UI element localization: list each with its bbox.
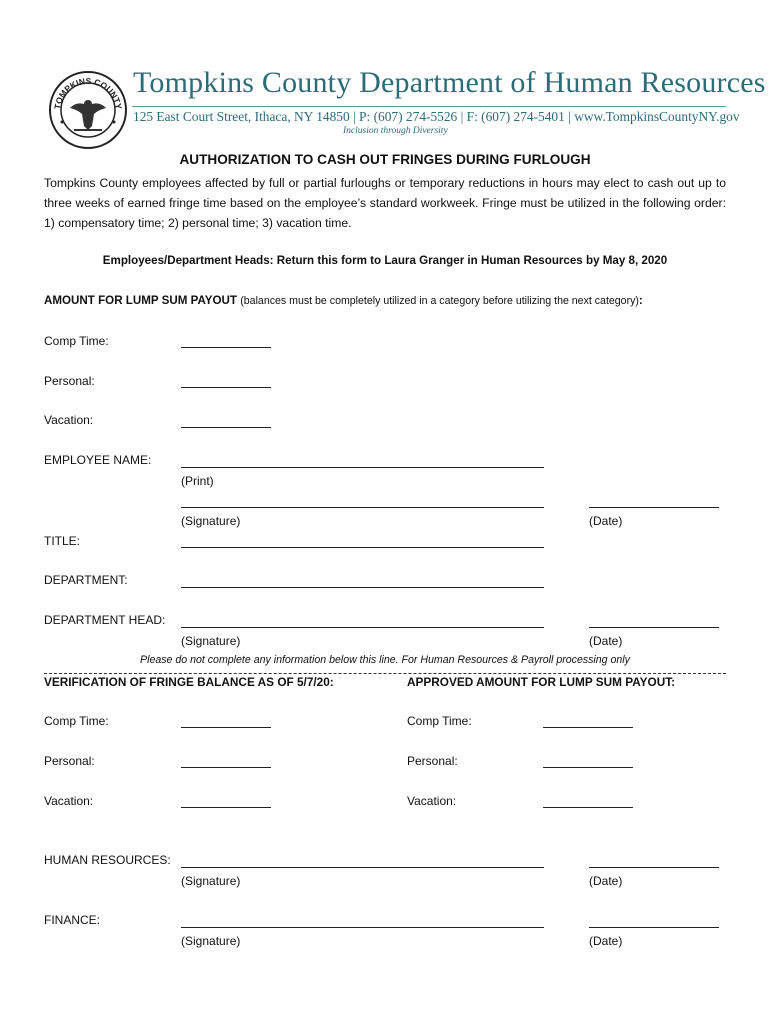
tagline: Inclusion through Diversity [343, 126, 448, 136]
signature-caption: (Signature) [181, 874, 241, 888]
finance-label: FINANCE: [44, 913, 101, 927]
verify-vacation-label: Vacation: [44, 794, 94, 808]
department-title: Tompkins County Department of Human Resources [133, 66, 766, 99]
intro-paragraph: Tompkins County employees affected by full or partial furloughs or temporary reductions in hours may elect to cash out up to three weeks of earned fringe time based on the employee’s standard workweek. Fringe must be utilized in the following order: 1) compensatory time; 2) personal time; 3) vacation time. [44, 176, 726, 230]
signature-caption: (Signature) [181, 934, 241, 948]
date-caption: (Date) [589, 874, 623, 888]
approved-comp-time-label: Comp Time: [407, 714, 472, 728]
verify-comp-time-field[interactable] [181, 727, 271, 728]
lump-sum-heading [44, 294, 643, 307]
department-field[interactable] [181, 587, 544, 588]
employee-name-field[interactable] [181, 467, 544, 468]
verify-comp-time-label: Comp Time: [44, 714, 109, 728]
title-label: TITLE: [44, 534, 81, 548]
county-seal-logo [48, 70, 128, 150]
department-head-signature-field[interactable] [181, 627, 544, 628]
vacation-field[interactable] [181, 427, 271, 428]
approved-vacation-label: Vacation: [407, 794, 457, 808]
date-caption: (Date) [589, 634, 623, 648]
verification-heading: VERIFICATION OF FRINGE BALANCE AS OF 5/7/20: [44, 675, 334, 689]
department-label: DEPARTMENT: [44, 573, 128, 587]
hr-signature-field[interactable] [181, 867, 544, 868]
processing-note: Please do not complete any information below this line. For Human Resources & Payroll processing only [140, 654, 630, 666]
header-divider [132, 106, 726, 107]
employee-name-label: EMPLOYEE NAME: [44, 453, 152, 467]
cut-line [44, 673, 726, 674]
department-head-date-field[interactable] [589, 627, 719, 628]
verify-personal-label: Personal: [44, 754, 95, 768]
approved-vacation-field[interactable] [543, 807, 633, 808]
personal-field[interactable] [181, 387, 271, 388]
date-caption: (Date) [589, 514, 623, 528]
finance-date-field[interactable] [589, 927, 719, 928]
lump-sum-note: (balances must be completely utilized in a category before utilizing the next category) [240, 295, 639, 307]
personal-label: Personal: [44, 374, 95, 388]
employee-date-field[interactable] [589, 507, 719, 508]
title-field[interactable] [181, 547, 544, 548]
approved-heading: APPROVED AMOUNT FOR LUMP SUM PAYOUT: [407, 675, 676, 689]
signature-caption: (Signature) [181, 514, 241, 528]
verify-vacation-field[interactable] [181, 807, 271, 808]
svg-text:TOMPKINS COUNTY: TOMPKINS COUNTY [52, 75, 124, 110]
comp-time-field[interactable] [181, 347, 271, 348]
approved-personal-field[interactable] [543, 767, 633, 768]
vacation-label: Vacation: [44, 413, 94, 427]
approved-comp-time-field[interactable] [543, 727, 633, 728]
comp-time-label: Comp Time: [44, 334, 109, 348]
department-head-label: DEPARTMENT HEAD: [44, 613, 166, 627]
approved-personal-label: Personal: [407, 754, 458, 768]
return-instruction: Employees/Department Heads: Return this form to Laura Granger in Human Resources by May 8, 2020 [102, 254, 668, 267]
lump-colon: : [638, 294, 643, 307]
employee-signature-field[interactable] [181, 507, 544, 508]
date-caption: (Date) [589, 934, 623, 948]
signature-caption: (Signature) [181, 634, 241, 648]
hr-date-field[interactable] [589, 867, 719, 868]
human-resources-label: HUMAN RESOURCES: [44, 853, 171, 867]
print-caption: (Print) [181, 474, 214, 488]
lump-sum-title: AMOUNT FOR LUMP SUM PAYOUT [44, 294, 238, 307]
form-title: AUTHORIZATION TO CASH OUT FRINGES DURING FURLOUGH [179, 152, 591, 167]
verify-personal-field[interactable] [181, 767, 271, 768]
finance-signature-field[interactable] [181, 927, 544, 928]
contact-address: 125 East Court Street, Ithaca, NY 14850 | P: (607) 274-5526 | F: (607) 274-5401 | www.TompkinsCountyNY.gov [133, 109, 740, 124]
